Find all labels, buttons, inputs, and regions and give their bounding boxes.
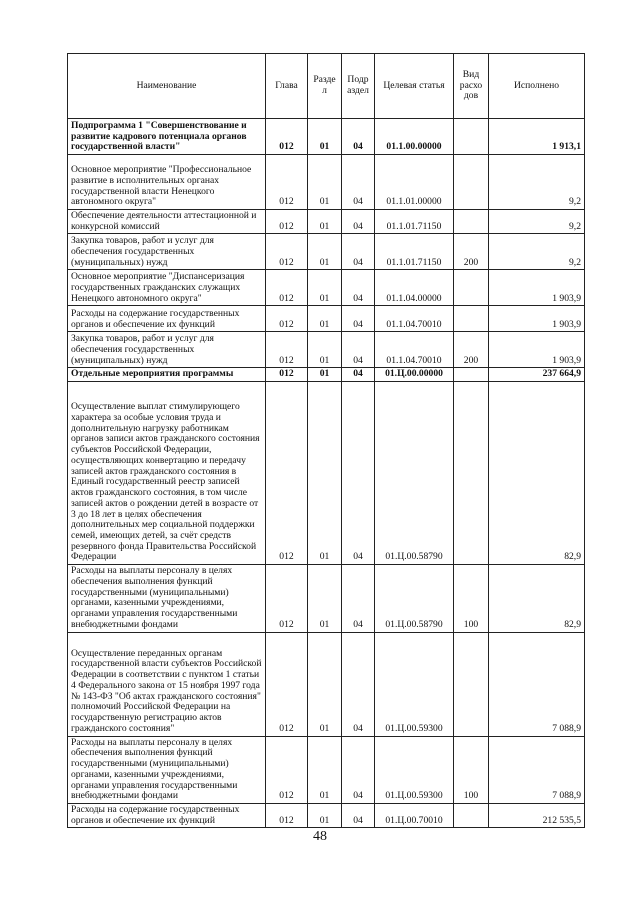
table-row xyxy=(68,632,585,736)
row-podrazdel: 04 xyxy=(342,736,375,803)
row-name: Осуществление выплат стимулирующего характера за особые условия труда и дополнительную нагрузку работникам органов записи актов гражданского состояния субъектов Российской Федерации, осуществляющих конвертацию и передачу записей актов гражданского состояния в Единый государственный реестр записей актов гражданского состояния, в том числе записей актов о рождении детей в возрасте от 3 до 18 лет в целях обеспечения дополнительных мер социальной поддержки семей, имеющих детей, за счёт средств резервного фонда Правительства Российской Федерации xyxy=(68,382,266,565)
row-vid-raskhodov xyxy=(454,119,489,155)
table-row xyxy=(68,210,585,234)
row-tselevaya-statya: 01.Ц.00.70010 xyxy=(375,804,454,828)
row-ispolneno: 1 903,9 xyxy=(489,332,585,368)
row-name: Расходы на содержание государственных органов и обеспечение их функций xyxy=(68,306,266,332)
row-vid-raskhodov xyxy=(454,632,489,736)
header-tselevaya-statya: Целевая статья xyxy=(375,54,454,119)
table-row xyxy=(68,306,585,332)
row-name: Закупка товаров, работ и услуг для обеспечения государственных (муниципальных) нужд xyxy=(68,332,266,368)
row-name: Осуществление переданных органам государственной власти субъектов Российской Федерации в соответствии с пунктом 1 статьи 4 Федерального закона от 15 ноября 1997 года № 143-ФЗ "Об актах гражданского состояния" полномочий Российской Федерации на государственную регистрацию актов гражданского состояния" xyxy=(68,632,266,736)
row-razdel: 01 xyxy=(308,155,342,210)
table-row xyxy=(68,736,585,803)
row-tselevaya-statya: 01.Ц.00.59300 xyxy=(375,632,454,736)
row-razdel: 01 xyxy=(308,368,342,382)
row-razdel: 01 xyxy=(308,210,342,234)
row-tselevaya-statya: 01.1.04.00000 xyxy=(375,270,454,306)
header-name: Наименование xyxy=(68,54,266,119)
row-glava: 012 xyxy=(266,270,308,306)
row-vid-raskhodov xyxy=(454,155,489,210)
table-row xyxy=(68,565,585,632)
row-glava: 012 xyxy=(266,565,308,632)
row-vid-raskhodov xyxy=(454,804,489,828)
table-row xyxy=(68,270,585,306)
row-podrazdel: 04 xyxy=(342,565,375,632)
row-podrazdel: 04 xyxy=(342,155,375,210)
row-glava: 012 xyxy=(266,210,308,234)
row-razdel: 01 xyxy=(308,804,342,828)
table-row xyxy=(68,382,585,565)
row-tselevaya-statya: 01.1.04.70010 xyxy=(375,306,454,332)
row-vid-raskhodov: 100 xyxy=(454,565,489,632)
table-row xyxy=(68,332,585,368)
row-tselevaya-statya: 01.1.00.00000 xyxy=(375,119,454,155)
row-podrazdel: 04 xyxy=(342,306,375,332)
header-podrazdel: Подр аздел xyxy=(342,54,375,119)
row-vid-raskhodov xyxy=(454,382,489,565)
row-glava: 012 xyxy=(266,632,308,736)
row-ispolneno: 9,2 xyxy=(489,155,585,210)
row-ispolneno: 82,9 xyxy=(489,382,585,565)
row-tselevaya-statya: 01.1.01.71150 xyxy=(375,210,454,234)
header-ispolneno: Исполнено xyxy=(489,54,585,119)
row-vid-raskhodov xyxy=(454,270,489,306)
row-name: Обеспечение деятельности аттестационной и конкурсной комиссий xyxy=(68,210,266,234)
row-ispolneno: 212 535,5 xyxy=(489,804,585,828)
row-name: Расходы на содержание государственных органов и обеспечение их функций xyxy=(68,804,266,828)
table-row xyxy=(68,804,585,828)
table-row xyxy=(68,155,585,210)
row-razdel: 01 xyxy=(308,332,342,368)
row-tselevaya-statya: 01.1.01.71150 xyxy=(375,234,454,270)
row-vid-raskhodov: 200 xyxy=(454,234,489,270)
row-ispolneno: 1 913,1 xyxy=(489,119,585,155)
row-tselevaya-statya: 01.Ц.00.58790 xyxy=(375,565,454,632)
row-tselevaya-statya: 01.Ц.00.59300 xyxy=(375,736,454,803)
row-glava: 012 xyxy=(266,234,308,270)
row-name: Расходы на выплаты персоналу в целях обеспечения выполнения функций государственными (муниципальными) органами, казенными учреждениями, органами управления государственными внебюджетными фондами xyxy=(68,565,266,632)
row-ispolneno: 237 664,9 xyxy=(489,368,585,382)
row-podrazdel: 04 xyxy=(342,382,375,565)
row-name: Отдельные мероприятия программы xyxy=(68,368,266,382)
row-glava: 012 xyxy=(266,736,308,803)
row-vid-raskhodov xyxy=(454,210,489,234)
row-podrazdel: 04 xyxy=(342,119,375,155)
row-glava: 012 xyxy=(266,306,308,332)
header-razdel: Разде л xyxy=(308,54,342,119)
budget-table xyxy=(67,53,585,828)
table-row xyxy=(68,234,585,270)
row-razdel: 01 xyxy=(308,306,342,332)
row-name: Подпрограмма 1 "Совершенствование и развитие кадрового потенциала органов государственной власти" xyxy=(68,119,266,155)
row-glava: 012 xyxy=(266,155,308,210)
row-vid-raskhodov xyxy=(454,306,489,332)
row-podrazdel: 04 xyxy=(342,368,375,382)
row-podrazdel: 04 xyxy=(342,632,375,736)
row-glava: 012 xyxy=(266,119,308,155)
row-podrazdel: 04 xyxy=(342,234,375,270)
row-razdel: 01 xyxy=(308,632,342,736)
row-ispolneno: 82,9 xyxy=(489,565,585,632)
row-name: Закупка товаров, работ и услуг для обеспечения государственных (муниципальных) нужд xyxy=(68,234,266,270)
row-vid-raskhodov xyxy=(454,368,489,382)
row-razdel: 01 xyxy=(308,382,342,565)
header-glava: Глава xyxy=(266,54,308,119)
row-glava: 012 xyxy=(266,804,308,828)
row-razdel: 01 xyxy=(308,270,342,306)
row-ispolneno: 1 903,9 xyxy=(489,306,585,332)
row-podrazdel: 04 xyxy=(342,804,375,828)
row-tselevaya-statya: 01.1.01.00000 xyxy=(375,155,454,210)
row-razdel: 01 xyxy=(308,234,342,270)
row-vid-raskhodov: 100 xyxy=(454,736,489,803)
row-vid-raskhodov: 200 xyxy=(454,332,489,368)
row-ispolneno: 7 088,9 xyxy=(489,736,585,803)
table-row xyxy=(68,119,585,155)
header-vid-raskhodov: Вид расхо дов xyxy=(454,54,489,119)
row-ispolneno: 7 088,9 xyxy=(489,632,585,736)
row-podrazdel: 04 xyxy=(342,210,375,234)
row-glava: 012 xyxy=(266,382,308,565)
page-number: 48 xyxy=(313,829,327,844)
row-glava: 012 xyxy=(266,368,308,382)
row-tselevaya-statya: 01.Ц.00.58790 xyxy=(375,382,454,565)
row-razdel: 01 xyxy=(308,736,342,803)
row-glava: 012 xyxy=(266,332,308,368)
row-name: Основное мероприятие "Диспансеризация государственных гражданских служащих Ненецкого автономного округа" xyxy=(68,270,266,306)
row-tselevaya-statya: 01.1.04.70010 xyxy=(375,332,454,368)
table-body xyxy=(68,119,585,828)
row-ispolneno: 1 903,9 xyxy=(489,270,585,306)
row-razdel: 01 xyxy=(308,119,342,155)
table-header-row xyxy=(68,54,585,119)
row-podrazdel: 04 xyxy=(342,270,375,306)
row-podrazdel: 04 xyxy=(342,332,375,368)
row-razdel: 01 xyxy=(308,565,342,632)
row-name: Основное мероприятие "Профессиональное развитие в исполнительных органах государственной власти Ненецкого автономного округа" xyxy=(68,155,266,210)
row-name: Расходы на выплаты персоналу в целях обеспечения выполнения функций государственными (муниципальными) органами, казенными учреждениями, органами управления государственными внебюджетными фондами xyxy=(68,736,266,803)
row-tselevaya-statya: 01.Ц.00.00000 xyxy=(375,368,454,382)
row-ispolneno: 9,2 xyxy=(489,234,585,270)
table-row xyxy=(68,368,585,382)
row-ispolneno: 9,2 xyxy=(489,210,585,234)
